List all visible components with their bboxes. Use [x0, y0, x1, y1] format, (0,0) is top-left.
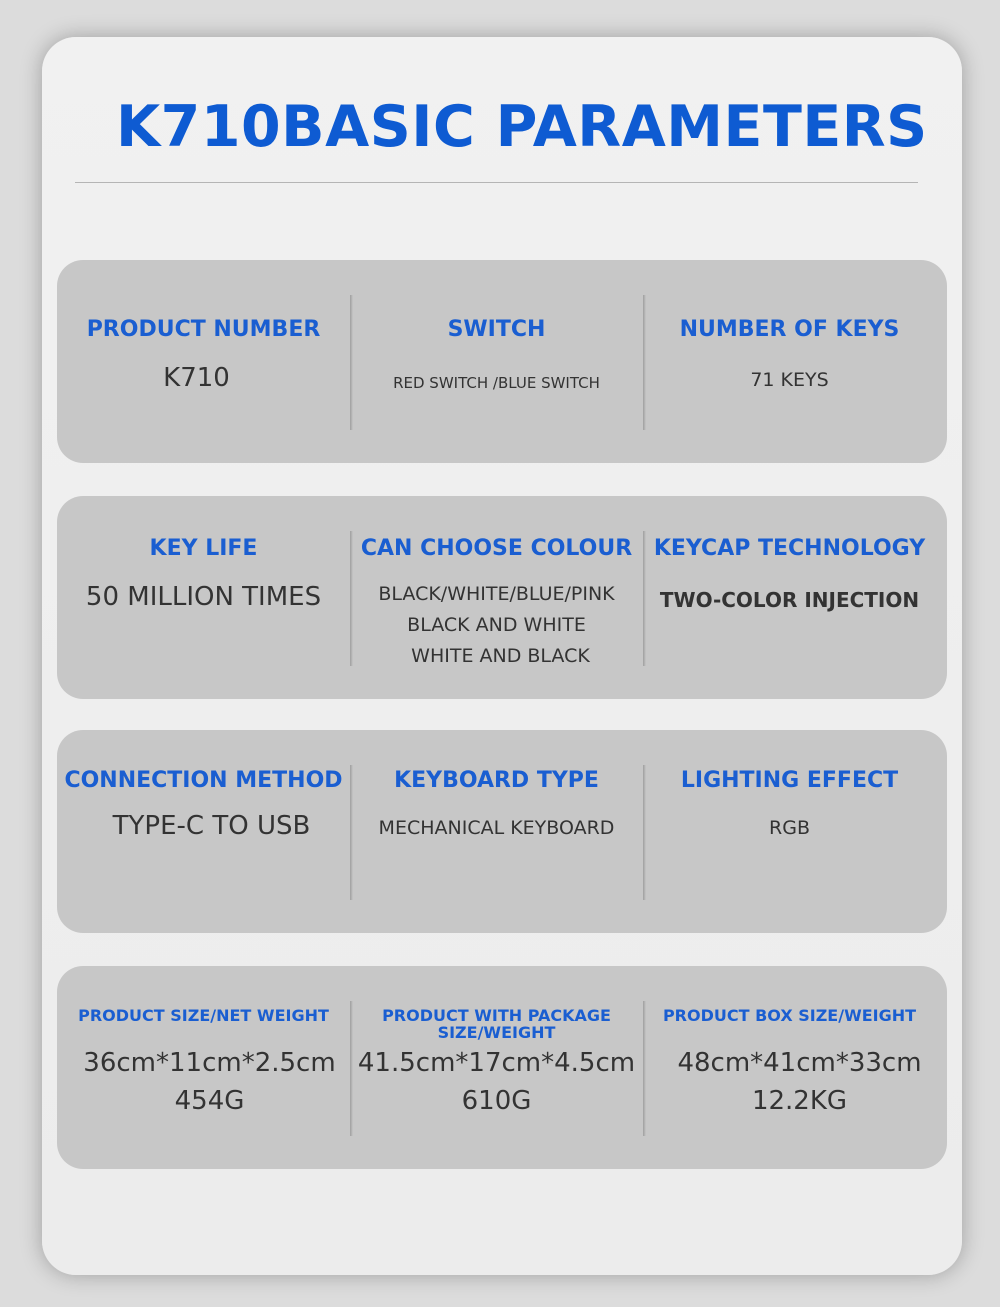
spec-label-line: SIZE/WEIGHT — [437, 1023, 556, 1042]
spec-value: 71 KEYS — [750, 369, 829, 391]
spec-label: CONNECTION METHOD — [64, 768, 343, 793]
spec-value — [653, 1044, 946, 1120]
spec-label — [350, 1007, 643, 1041]
spec-box-size-weight — [643, 966, 936, 1169]
spec-colour-options — [350, 496, 643, 699]
weight-value: 12.2KG — [751, 1086, 848, 1116]
spec-key-life — [57, 496, 350, 699]
spec-label: PRODUCT SIZE/NET WEIGHT — [78, 1006, 329, 1025]
spec-label: NUMBER OF KEYS — [679, 317, 900, 342]
weight-value: 454G — [174, 1086, 245, 1116]
spec-label-line: PRODUCT WITH PACKAGE — [382, 1006, 611, 1025]
size-value: 41.5cm*17cm*4.5cm — [357, 1048, 636, 1078]
spec-value: K710 — [163, 363, 230, 393]
spec-panel-keys — [57, 496, 947, 699]
colour-option: BLACK/WHITE/BLUE/PINK — [378, 583, 615, 605]
spec-label: KEYCAP TECHNOLOGY — [653, 536, 926, 561]
spec-connection-method — [57, 730, 350, 933]
spec-value: MECHANICAL KEYBOARD — [378, 817, 615, 839]
spec-label: KEYBOARD TYPE — [394, 768, 599, 793]
spec-switch — [350, 260, 643, 463]
spec-package-size-weight — [350, 966, 643, 1169]
spec-value — [350, 1044, 643, 1120]
spec-panel-connection — [57, 730, 947, 933]
size-value: 36cm*11cm*2.5cm — [83, 1048, 336, 1078]
spec-value: TYPE-C TO USB — [112, 811, 311, 841]
spec-value: RGB — [769, 817, 810, 839]
page-title: K710BASIC PARAMETERS — [116, 94, 928, 160]
colour-option: WHITE AND BLACK — [411, 645, 590, 667]
spec-number-of-keys — [643, 260, 936, 463]
spec-keycap-technology — [643, 496, 936, 699]
spec-panel-basic — [57, 260, 947, 463]
spec-label: PRODUCT NUMBER — [86, 317, 321, 342]
size-value: 48cm*41cm*33cm — [677, 1048, 922, 1078]
colour-option: BLACK AND WHITE — [407, 614, 586, 636]
spec-label: LIGHTING EFFECT — [680, 768, 899, 793]
spec-label: PRODUCT BOX SIZE/WEIGHT — [662, 1006, 917, 1025]
spec-value — [63, 1044, 356, 1120]
spec-product-number — [57, 260, 350, 463]
spec-value: 50 MILLION TIMES — [85, 582, 322, 612]
spec-label: KEY LIFE — [149, 536, 258, 561]
title-divider — [75, 182, 918, 183]
spec-keyboard-type — [350, 730, 643, 933]
spec-value: TWO-COLOR INJECTION — [659, 588, 920, 612]
spec-value: RED SWITCH /BLUE SWITCH — [393, 374, 600, 392]
spec-lighting-effect — [643, 730, 936, 933]
weight-value: 610G — [461, 1086, 532, 1116]
spec-value — [350, 579, 643, 672]
spec-label: SWITCH — [447, 317, 546, 342]
spec-panel-dimensions — [57, 966, 947, 1169]
spec-product-size-weight — [57, 966, 350, 1169]
spec-label: CAN CHOOSE COLOUR — [360, 536, 633, 561]
